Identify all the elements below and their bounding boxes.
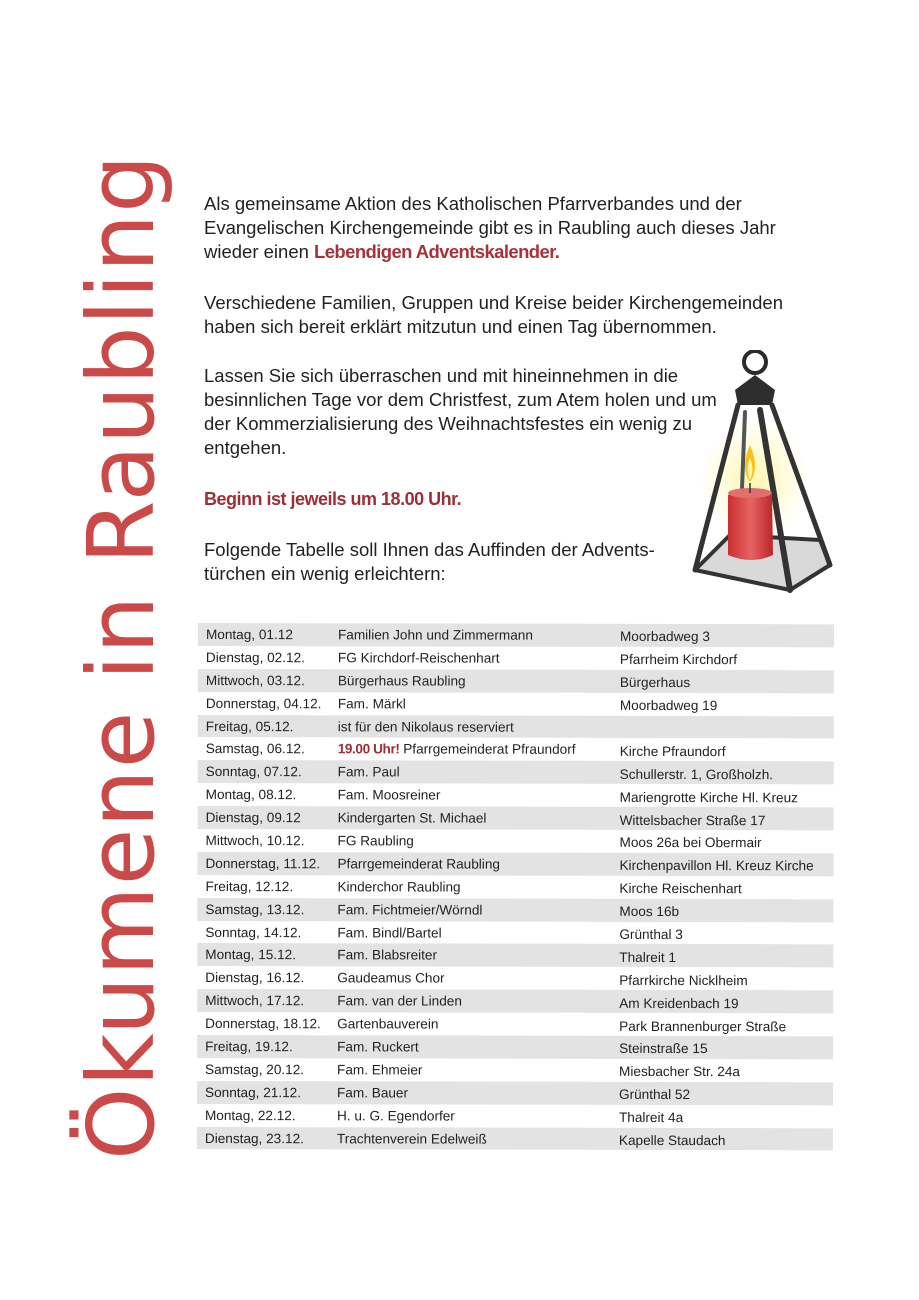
table-row — [198, 623, 834, 647]
cell-host — [338, 810, 620, 826]
cell-place: Miesbacher Str. 24a — [619, 1064, 740, 1080]
host-name: Fam. van der Linden — [337, 993, 462, 1009]
table-row — [197, 921, 833, 945]
cell-place — [620, 725, 834, 728]
table-row — [197, 966, 833, 990]
host-name: Bürgerhaus Raubling — [337, 673, 466, 689]
cell-place: Schullerstr. 1, Großholzh. — [619, 766, 774, 782]
cell-host — [338, 627, 620, 643]
cell-host — [337, 948, 619, 964]
cell-host — [337, 902, 619, 918]
host-name: Trachtenverein Edelweiß — [336, 1130, 487, 1147]
host-name: Fam. Ehmeier — [337, 1062, 423, 1078]
host-name: Gartenbauverein — [337, 1016, 439, 1032]
cell-place: Wittelsbacher Straße 17 — [619, 812, 766, 828]
cell-day: Samstag, 20.12. — [205, 1061, 305, 1078]
cell-day: Montag, 22.12. — [204, 1107, 296, 1123]
cell-host — [338, 650, 620, 666]
advent-schedule-table — [197, 623, 834, 1151]
table-row — [197, 989, 833, 1013]
cell-place: Kirchenpavillon Hl. Kreuz Kirche — [619, 858, 814, 874]
cell-day: Dienstag, 16.12. — [205, 970, 305, 986]
cell-place: Kirche Reischenhart — [619, 881, 742, 897]
host-name: ist für den Nikolaus reserviert — [337, 718, 514, 735]
cell-place: Moorbadweg 19 — [619, 697, 718, 714]
cell-day: Mittwoch, 03.12. — [205, 672, 305, 688]
cell-host — [337, 1062, 619, 1078]
table-row — [198, 737, 834, 761]
intro-paragraph-3: Lassen Sie sich überraschen und mit hineinnehmen in die besinnlichen Tage vor dem Christfest, zum Atem holen und um der Kommerzialisierung des Weihnachtsfestes ein wenig zu entgehen. — [204, 365, 717, 458]
cell-day: Samstag, 13.12. — [205, 901, 305, 917]
cell-host — [337, 856, 619, 872]
table-row — [197, 1081, 833, 1105]
host-name: Pfarrgemeinderat Pfraundorf — [403, 741, 576, 758]
table-row — [197, 1127, 833, 1151]
host-name: Fam. Fichtmeier/Wörndl — [337, 901, 483, 918]
vertical-title: Ökumene in Raubling — [68, 153, 175, 1160]
cell-day: Donnerstag, 11.12. — [205, 855, 321, 872]
table-row — [197, 943, 833, 967]
cell-place: Kirche Pfraundorf — [619, 743, 726, 759]
cell-place: Park Brannenburger Straße — [619, 1018, 787, 1034]
cell-host — [338, 742, 620, 758]
intro-paragraph-1 — [204, 192, 824, 264]
cell-host — [337, 1085, 619, 1101]
cell-place: Am Kreidenbach 19 — [619, 995, 739, 1011]
host-name: Gaudeamus Chor — [337, 970, 445, 986]
host-name: Kinderchor Raubling — [337, 879, 461, 895]
cell-day: Dienstag, 23.12. — [204, 1130, 304, 1146]
host-name: FG Raubling — [337, 833, 414, 849]
table-row — [198, 760, 834, 784]
cell-day: Sonntag, 07.12. — [205, 764, 302, 780]
cell-day: Montag, 01.12 — [205, 626, 293, 643]
table-row — [197, 1058, 833, 1082]
cell-place: Pfarrkirche Nicklheim — [619, 972, 748, 988]
table-row — [198, 692, 834, 716]
table-row — [197, 1104, 833, 1128]
lantern-with-red-candle-icon — [680, 350, 840, 600]
host-name: Fam. Moosreiner — [337, 787, 441, 803]
table-row — [197, 875, 833, 899]
cell-host — [338, 833, 620, 849]
cell-host — [337, 925, 619, 941]
cell-place: Kapelle Staudach — [618, 1132, 726, 1149]
cell-place: Bürgerhaus — [619, 675, 691, 691]
cell-day: Freitag, 12.12. — [205, 878, 294, 894]
table-row — [198, 829, 834, 853]
cell-day: Sonntag, 21.12. — [205, 1084, 302, 1100]
host-name: Fam. Märkl — [337, 695, 406, 712]
cell-day: Freitag, 05.12. — [205, 718, 294, 734]
cell-host — [338, 673, 620, 689]
host-name: Fam. Ruckert — [337, 1039, 419, 1055]
cell-place: Grünthal 52 — [618, 1087, 691, 1103]
table-row — [198, 646, 834, 670]
host-name: Fam. Blabsreiter — [337, 947, 438, 963]
host-name: Pfarrgemeinderat Raubling — [337, 856, 500, 872]
cell-place: Moos 26a bei Obermair — [619, 835, 762, 851]
cell-place: Moorbadweg 3 — [619, 629, 710, 645]
cell-day: Montag, 08.12. — [205, 787, 297, 803]
intro-text-1: Als gemeinsame Aktion des Katholischen Pfarrverbandes und der Evangelischen Kirchengemeinde gibt es in Raubling auch dieses Jahr wieder einen — [204, 193, 776, 262]
table-row — [198, 715, 834, 739]
cell-host — [338, 719, 620, 735]
host-name: Fam. Bindl/Bartel — [337, 924, 442, 941]
cell-host — [338, 787, 620, 803]
cell-day: Donnerstag, 04.12. — [205, 695, 322, 711]
cell-place: Thalreit 1 — [619, 949, 676, 965]
cell-day: Mittwoch, 10.12. — [205, 832, 305, 849]
cell-host — [337, 971, 619, 987]
cell-host — [338, 696, 620, 712]
intro-paragraph-2: Verschiedene Familien, Gruppen und Kreise beider Kirchengemeinden haben sich bereit erklärt mitzutun und einen Tag übernommen. — [204, 292, 783, 337]
cell-host — [337, 1131, 619, 1147]
cell-host — [337, 1016, 619, 1032]
host-name: Familien John und Zimmermann — [337, 627, 533, 643]
cell-day: Sonntag, 14.12. — [205, 924, 302, 940]
cell-host — [337, 993, 619, 1009]
host-name: Kindergarten St. Michael — [337, 810, 487, 826]
cell-place: Moos 16b — [619, 904, 680, 920]
cell-host — [338, 765, 620, 781]
cell-host — [337, 879, 619, 895]
cell-day: Freitag, 19.12. — [205, 1038, 293, 1055]
cell-day: Dienstag, 09.12 — [205, 810, 301, 826]
cell-place: Grünthal 3 — [619, 926, 683, 943]
cell-place: Steinstraße 15 — [619, 1041, 708, 1057]
table-row — [197, 1012, 833, 1036]
table-intro: Folgende Tabelle soll Ihnen das Auffinden der Advents-türchen ein wenig erleichtern: — [204, 539, 655, 584]
table-row — [197, 898, 833, 922]
start-time-note: Beginn ist jeweils um 18.00 Uhr. — [204, 489, 462, 509]
cell-day: Samstag, 06.12. — [205, 741, 305, 757]
cell-place: Pfarrheim Kirchdorf — [619, 652, 738, 668]
host-name: Fam. Paul — [337, 764, 400, 780]
table-row — [198, 783, 834, 807]
host-name: Fam. Bauer — [337, 1085, 409, 1101]
cell-host — [337, 1039, 619, 1055]
advent-calendar-highlight: Lebendigen Adventskalender. — [314, 241, 560, 262]
host-name: FG Kirchdorf-Reischenhart — [337, 650, 500, 666]
special-time-note: 19.00 Uhr! — [337, 741, 400, 757]
cell-day: Mittwoch, 17.12. — [205, 993, 305, 1009]
cell-place: Thalreit 4a — [618, 1110, 684, 1126]
cell-day: Donnerstag, 18.12. — [205, 1016, 321, 1032]
table-row — [198, 669, 834, 693]
cell-day: Dienstag, 02.12. — [205, 649, 305, 666]
cell-host — [337, 1108, 619, 1124]
table-row — [198, 806, 834, 830]
cell-place: Mariengrotte Kirche Hl. Kreuz — [619, 789, 798, 805]
host-name: H. u. G. Egendorfer — [336, 1107, 455, 1124]
table-row — [197, 852, 833, 876]
table-row — [197, 1035, 833, 1059]
cell-day: Montag, 15.12. — [205, 947, 297, 963]
